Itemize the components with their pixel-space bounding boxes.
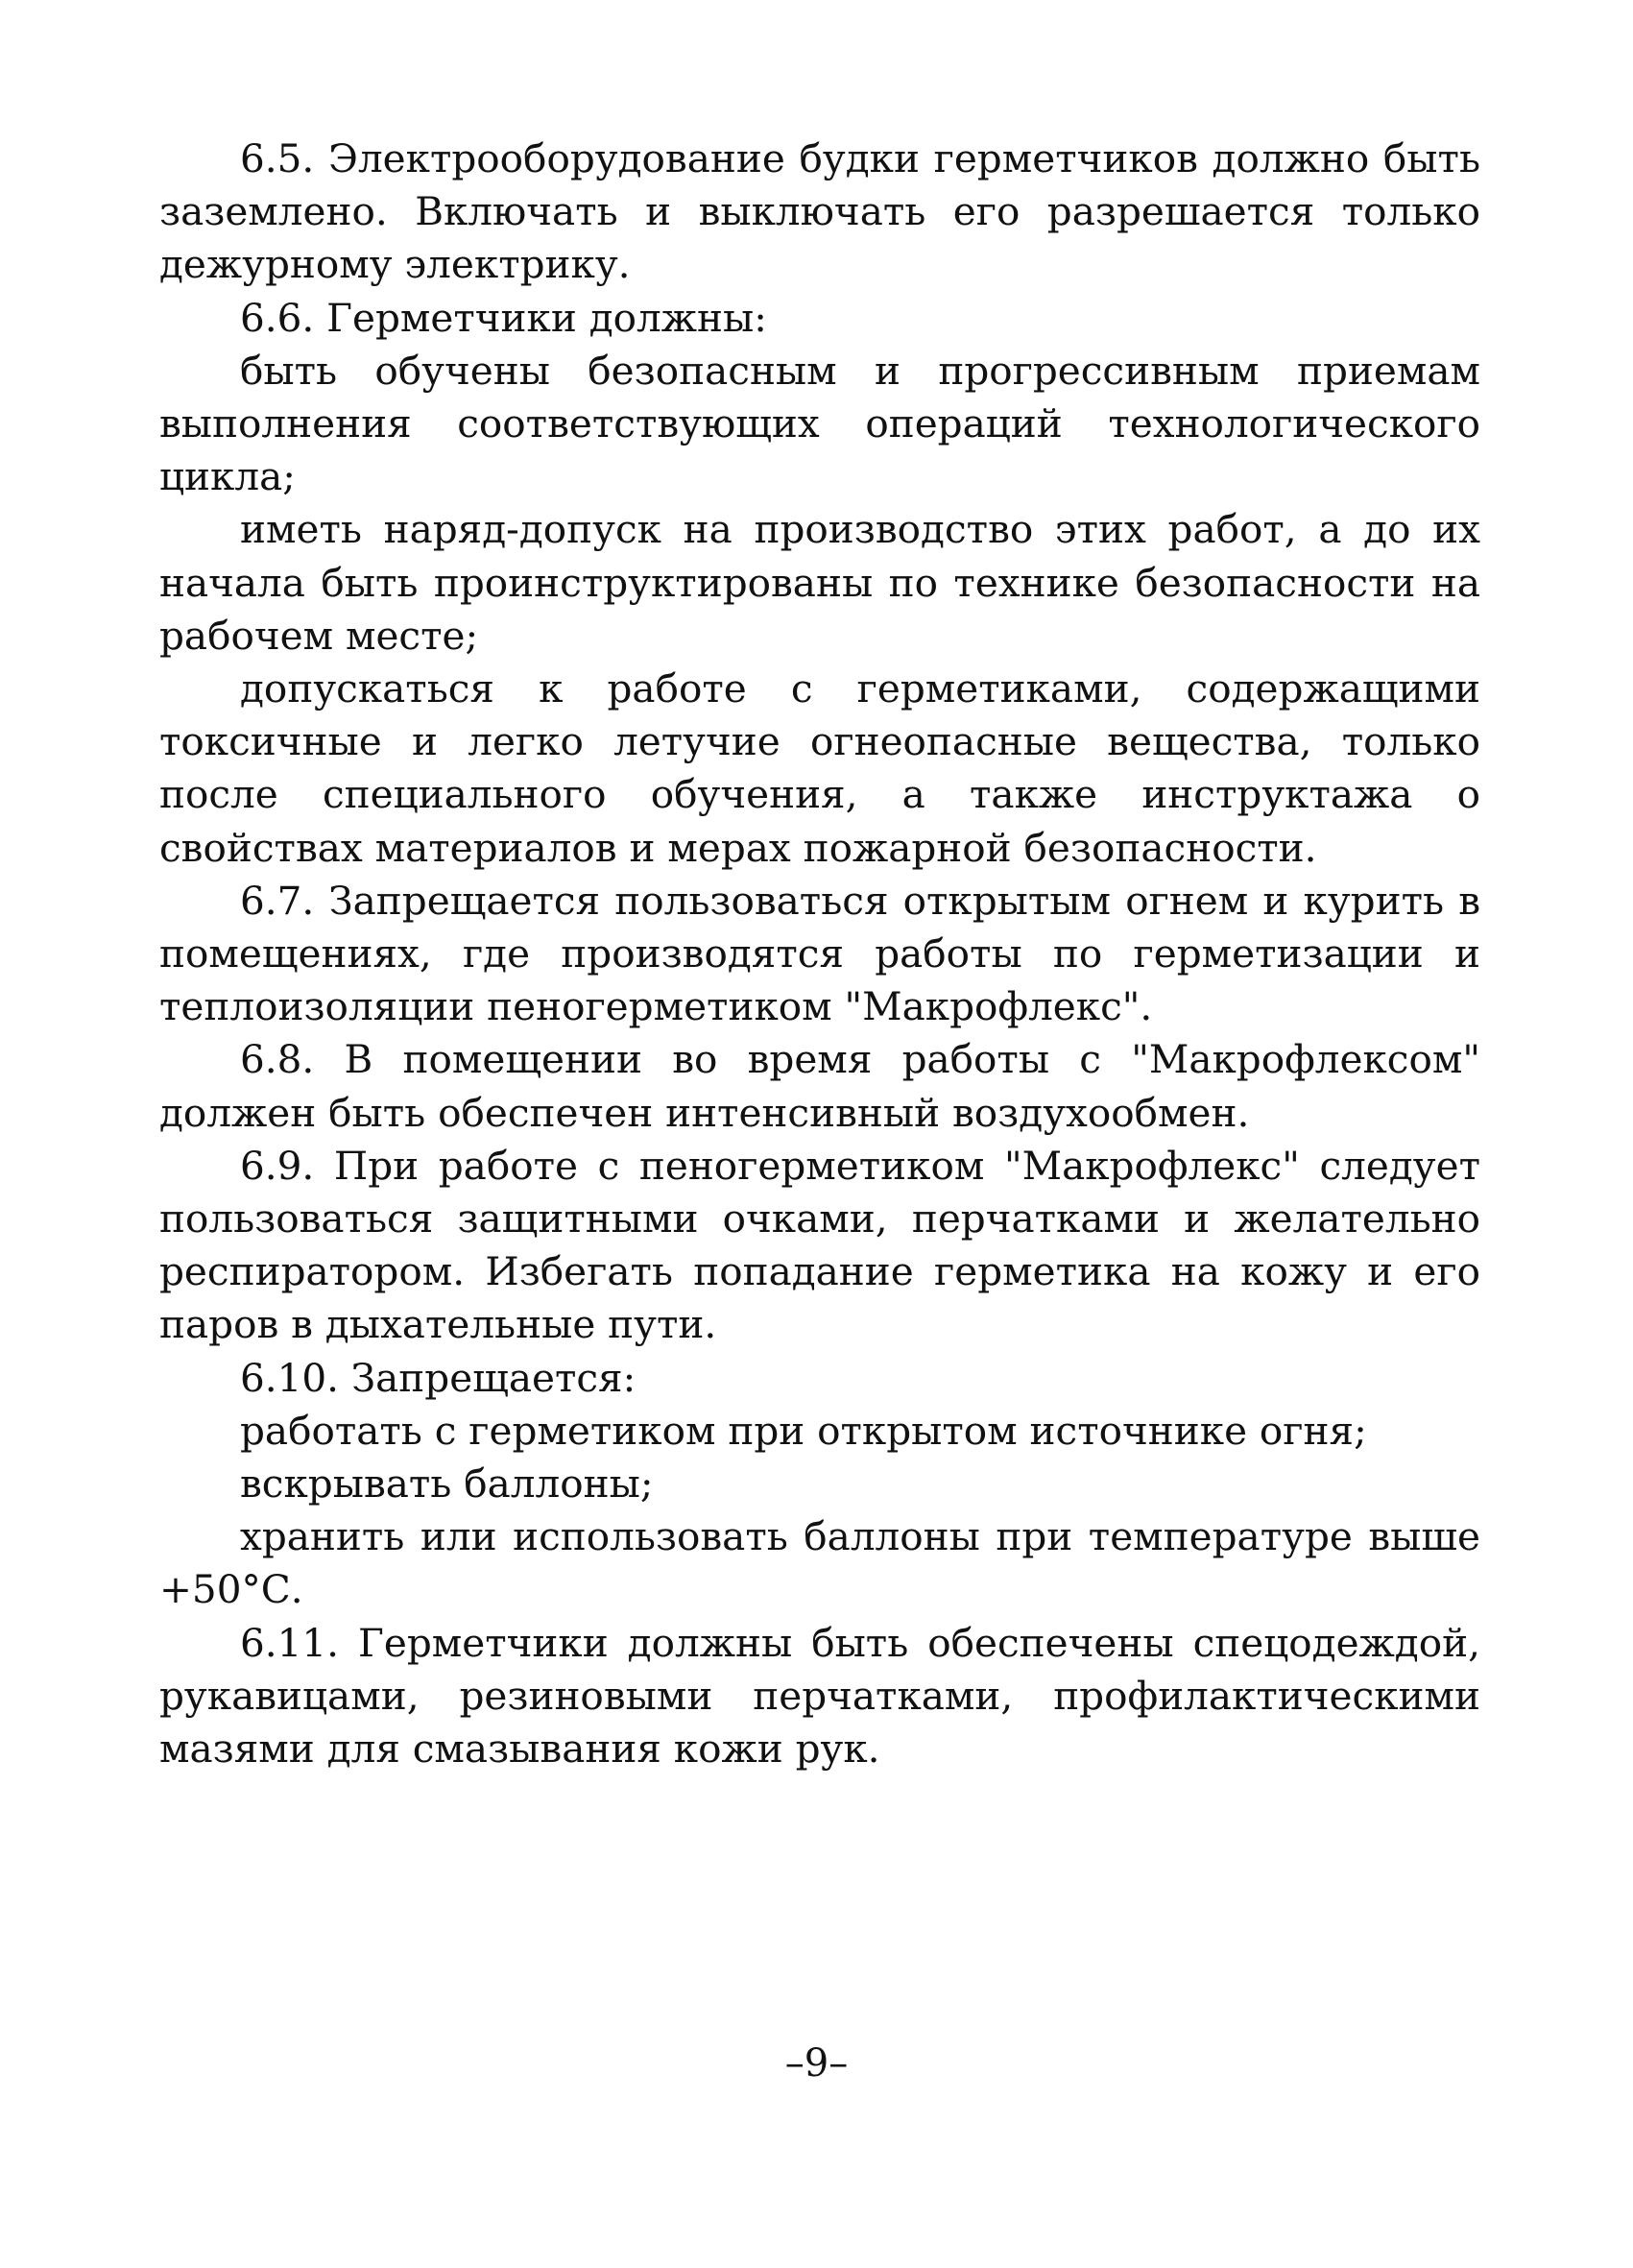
paragraph-6-6: 6.6. Герметчики должны: xyxy=(240,294,767,341)
paragraph-6-6-item-3: допускаться к работе с герметиками, содержащими токсичные и легко летучие огнеопасные вещества, только после специального обучения, а также инструктажа о свойствах материалов и мерах пожарной безопасности. xyxy=(159,665,1480,871)
paragraph-6-10-item-2: вскрывать баллоны; xyxy=(240,1460,654,1508)
paragraph-6-9: 6.9. При работе с пеногерметиком "Макрофлекс" следует пользоваться защитными очками, перчатками и желательно респиратором. Избегать попадание герметика на кожу и его паров в дыхательные пути. xyxy=(159,1142,1480,1348)
paragraph-6-5: 6.5. Электрооборудование будки герметчиков должно быть заземлено. Включать и выключать его разрешается только дежурному электрику. xyxy=(159,135,1480,288)
paragraph-6-6-item-1: быть обучены безопасным и прогрессивным приемам выполнения соответствующих операций технологического цикла; xyxy=(159,347,1480,500)
paragraph-6-6-item-2: иметь наряд-допуск на производство этих работ, а до их начала быть проинструктированы по технике безопасности на рабочем месте; xyxy=(159,506,1480,659)
page-number: –9– xyxy=(784,2041,849,2086)
paragraph-6-10-item-1: работать с герметиком при открытом источнике огня; xyxy=(240,1407,1367,1454)
paragraph-6-11: 6.11. Герметчики должны быть обеспечены спецодеждой, рукавицами, резиновыми перчатками, профилактическими мазями для смазывания кожи рук. xyxy=(159,1619,1480,1773)
paragraph-6-8: 6.8. В помещении во время работы с "Макрофлексом" должен быть обеспечен интенсивный воздухообмен. xyxy=(159,1036,1480,1136)
paragraph-6-7: 6.7. Запрещается пользоваться открытым огнем и курить в помещениях, где производятся работы по герметизации и теплоизоляции пеногерметиком "Макрофлекс". xyxy=(159,877,1480,1030)
paragraph-6-10-item-3: хранить или использовать баллоны при температуре выше +50°С. xyxy=(159,1513,1480,1613)
paragraph-6-10: 6.10. Запрещается: xyxy=(240,1354,636,1401)
document-body xyxy=(159,133,1480,1775)
